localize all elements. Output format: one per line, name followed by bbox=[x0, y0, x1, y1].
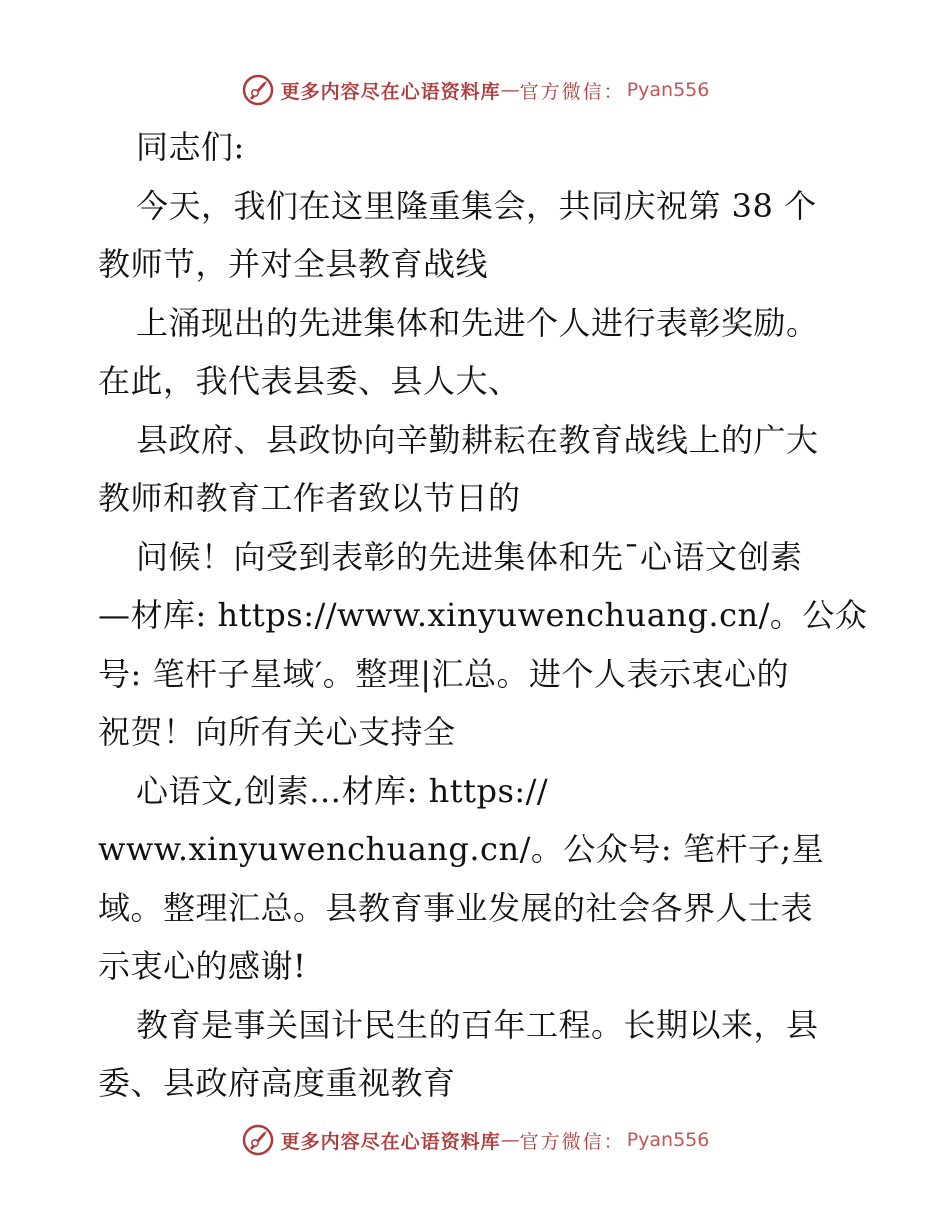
quill-logo-icon bbox=[241, 73, 275, 107]
banner-wechat-id: Pyan556 bbox=[626, 1129, 710, 1151]
quill-logo-icon bbox=[241, 1123, 275, 1157]
banner-official-label: 官方微信 bbox=[519, 1130, 604, 1153]
banner-colon: ： bbox=[603, 80, 623, 103]
text-line: www.xinyuwenchuang.cn/。公众号: 笔杆子;星 bbox=[98, 830, 825, 868]
text-line: 教师节，并对全县教育战线 bbox=[98, 245, 489, 283]
text-line: 上涌现出的先进集体和先进个人进行表彰奖励。 bbox=[136, 303, 819, 342]
text-line: 今天，我们在这里隆重集会，共同庆祝第 38 个 bbox=[136, 186, 817, 225]
text-line: 县政府、县政协向辛勤耕耘在教育战线上的广大 bbox=[136, 420, 819, 459]
text-line: 示衷心的感谢! bbox=[98, 947, 307, 985]
text-line: 域。整理汇总。县教育事业发展的社会各界人士表 bbox=[98, 888, 814, 927]
text-line: 号: 笔杆子星域′。整理|汇总。进个人表示衷心的 bbox=[98, 654, 790, 693]
text-line: 问候！向受到表彰的先进集体和先¯心语文创素 bbox=[136, 537, 803, 576]
text-line: 委、县政府高度重视教育 bbox=[98, 1064, 456, 1102]
banner-colon: ： bbox=[603, 1130, 623, 1153]
footer-banner bbox=[0, 1120, 950, 1160]
banner-main-text: 更多内容尽在心语资料库 bbox=[280, 1130, 501, 1153]
banner-dash: — bbox=[500, 1129, 520, 1151]
text-line: 在此，我代表县委、县人大、 bbox=[98, 362, 521, 400]
text-line: 教育是事关国计民生的百年工程。长期以来，县 bbox=[136, 1005, 819, 1044]
banner-official-label: 官方微信 bbox=[519, 80, 604, 103]
text-line: —材库: https://www.xinyuwenchuang.cn/。公众 bbox=[98, 596, 868, 634]
text-line: 祝贺！向所有关心支持全 bbox=[98, 713, 456, 751]
text-line: 心语文,创素…材库: https:// bbox=[136, 771, 549, 810]
banner-wechat-id: Pyan556 bbox=[626, 79, 710, 101]
banner-main-text: 更多内容尽在心语资料库 bbox=[280, 80, 501, 103]
header-banner bbox=[0, 70, 950, 110]
document-body bbox=[98, 118, 868, 1113]
text-line: 教师和教育工作者致以节日的 bbox=[98, 479, 521, 517]
banner-dash: — bbox=[500, 79, 520, 101]
text-line: 同志们: bbox=[136, 128, 245, 166]
